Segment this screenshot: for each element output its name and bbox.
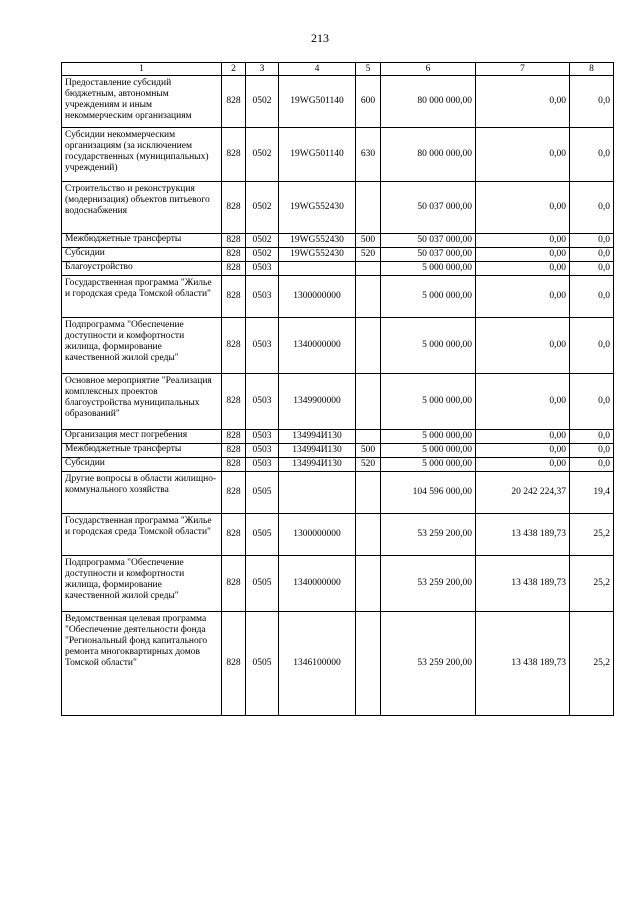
- row-name: Основное мероприятие "Реализация комплексных проектов благоустройства муниципальных образований": [62, 374, 222, 430]
- row-admin-code: 828: [222, 182, 246, 234]
- row-plan: 53 259 200,00: [381, 612, 476, 716]
- row-target-code: [279, 472, 356, 514]
- row-plan: 5 000 000,00: [381, 444, 476, 458]
- row-percent: 0,0: [570, 248, 614, 262]
- table-row: [62, 514, 614, 556]
- row-actual: 0,00: [476, 318, 570, 374]
- row-name: Межбюджетные трансферты: [62, 234, 222, 248]
- table-row: [62, 234, 614, 248]
- row-admin-code: 828: [222, 444, 246, 458]
- row-name: Организация мест погребения: [62, 430, 222, 444]
- row-expense-type: [356, 472, 381, 514]
- table-row: [62, 318, 614, 374]
- row-target-code: 19WG552430: [279, 182, 356, 234]
- row-section-code: 0503: [246, 262, 279, 276]
- table-row: [62, 444, 614, 458]
- row-plan: 50 037 000,00: [381, 234, 476, 248]
- table-row: [62, 76, 614, 128]
- row-percent: 0,0: [570, 374, 614, 430]
- row-percent: 0,0: [570, 444, 614, 458]
- header-cell-6: 6: [381, 63, 476, 76]
- row-expense-type: [356, 276, 381, 318]
- row-expense-type: [356, 318, 381, 374]
- row-actual: 13 438 189,73: [476, 556, 570, 612]
- row-name: Предоставление субсидий бюджетным, автономным учреждениям и иным некоммерческим организациям: [62, 76, 222, 128]
- row-actual: 0,00: [476, 374, 570, 430]
- row-admin-code: 828: [222, 472, 246, 514]
- row-admin-code: 828: [222, 318, 246, 374]
- row-name: Межбюджетные трансферты: [62, 444, 222, 458]
- row-name: Благоустройство: [62, 262, 222, 276]
- row-name: Государственная программа "Жилье и городская среда Томской области": [62, 276, 222, 318]
- row-section-code: 0502: [246, 128, 279, 182]
- header-cell-5: 5: [356, 63, 381, 76]
- header-cell-1: 1: [62, 63, 222, 76]
- row-target-code: 19WG501140: [279, 76, 356, 128]
- row-target-code: 19WG552430: [279, 248, 356, 262]
- row-percent: 0,0: [570, 76, 614, 128]
- row-target-code: 1340000000: [279, 318, 356, 374]
- row-plan: 5 000 000,00: [381, 430, 476, 444]
- row-section-code: 0505: [246, 472, 279, 514]
- row-actual: 0,00: [476, 430, 570, 444]
- row-section-code: 0505: [246, 556, 279, 612]
- row-percent: 0,0: [570, 182, 614, 234]
- row-expense-type: 500: [356, 234, 381, 248]
- row-actual: 13 438 189,73: [476, 612, 570, 716]
- row-admin-code: 828: [222, 76, 246, 128]
- row-percent: 0,0: [570, 430, 614, 444]
- row-expense-type: 630: [356, 128, 381, 182]
- header-cell-3: 3: [246, 63, 279, 76]
- row-plan: 50 037 000,00: [381, 248, 476, 262]
- row-section-code: 0503: [246, 444, 279, 458]
- row-actual: 0,00: [476, 128, 570, 182]
- row-target-code: 1349900000: [279, 374, 356, 430]
- row-percent: 25,2: [570, 612, 614, 716]
- row-plan: 53 259 200,00: [381, 556, 476, 612]
- table-row: [62, 430, 614, 444]
- row-expense-type: [356, 182, 381, 234]
- row-admin-code: 828: [222, 430, 246, 444]
- row-actual: 0,00: [476, 444, 570, 458]
- table-row: [62, 262, 614, 276]
- row-section-code: 0502: [246, 234, 279, 248]
- row-admin-code: 828: [222, 612, 246, 716]
- row-target-code: 19WG501140: [279, 128, 356, 182]
- row-name: Ведомственная целевая программа "Обеспечение деятельности фонда "Региональный фонд капитального ремонта многоквартирных домов Томской области": [62, 612, 222, 716]
- row-admin-code: 828: [222, 556, 246, 612]
- row-percent: 0,0: [570, 262, 614, 276]
- row-plan: 80 000 000,00: [381, 128, 476, 182]
- row-percent: 0,0: [570, 128, 614, 182]
- row-expense-type: [356, 374, 381, 430]
- table-row: [62, 276, 614, 318]
- row-plan: 5 000 000,00: [381, 276, 476, 318]
- row-actual: 0,00: [476, 182, 570, 234]
- table-row: [62, 556, 614, 612]
- row-expense-type: 500: [356, 444, 381, 458]
- table-row: [62, 374, 614, 430]
- row-admin-code: 828: [222, 262, 246, 276]
- row-actual: 13 438 189,73: [476, 514, 570, 556]
- row-admin-code: 828: [222, 514, 246, 556]
- row-plan: 5 000 000,00: [381, 458, 476, 472]
- row-plan: 80 000 000,00: [381, 76, 476, 128]
- header-cell-8: 8: [570, 63, 614, 76]
- row-plan: 104 596 000,00: [381, 472, 476, 514]
- row-plan: 53 259 200,00: [381, 514, 476, 556]
- row-section-code: 0505: [246, 612, 279, 716]
- row-expense-type: 520: [356, 458, 381, 472]
- budget-table: [61, 62, 614, 716]
- row-target-code: 19WG552430: [279, 234, 356, 248]
- row-actual: 20 242 224,37: [476, 472, 570, 514]
- row-name: Другие вопросы в области жилищно-коммунального хозяйства: [62, 472, 222, 514]
- row-section-code: 0502: [246, 248, 279, 262]
- row-percent: 0,0: [570, 276, 614, 318]
- row-percent: 25,2: [570, 514, 614, 556]
- row-admin-code: 828: [222, 128, 246, 182]
- row-admin-code: 828: [222, 276, 246, 318]
- row-expense-type: 600: [356, 76, 381, 128]
- header-cell-2: 2: [222, 63, 246, 76]
- row-plan: 5 000 000,00: [381, 262, 476, 276]
- table-row: [62, 472, 614, 514]
- row-name: Подпрограмма "Обеспечение доступности и комфортности жилища, формирование качественной жилой среды": [62, 556, 222, 612]
- row-expense-type: 520: [356, 248, 381, 262]
- row-plan: 50 037 000,00: [381, 182, 476, 234]
- row-section-code: 0503: [246, 430, 279, 444]
- page-number: 213: [311, 31, 329, 45]
- row-actual: 0,00: [476, 248, 570, 262]
- row-target-code: 134994И130: [279, 430, 356, 444]
- row-section-code: 0503: [246, 318, 279, 374]
- header-cell-4: 4: [279, 63, 356, 76]
- table-row: [62, 182, 614, 234]
- row-section-code: 0503: [246, 374, 279, 430]
- table-row: [62, 248, 614, 262]
- header-cell-7: 7: [476, 63, 570, 76]
- row-actual: 0,00: [476, 262, 570, 276]
- row-plan: 5 000 000,00: [381, 374, 476, 430]
- table-row: [62, 458, 614, 472]
- row-name: Государственная программа "Жилье и городская среда Томской области": [62, 514, 222, 556]
- row-target-code: 134994И130: [279, 458, 356, 472]
- row-percent: 0,0: [570, 318, 614, 374]
- row-percent: 0,0: [570, 458, 614, 472]
- row-target-code: 1300000000: [279, 514, 356, 556]
- row-name: Субсидии некоммерческим организациям (за исключением государственных (муниципальных) учреждений): [62, 128, 222, 182]
- row-expense-type: [356, 556, 381, 612]
- row-admin-code: 828: [222, 234, 246, 248]
- row-admin-code: 828: [222, 374, 246, 430]
- row-actual: 0,00: [476, 234, 570, 248]
- row-percent: 19,4: [570, 472, 614, 514]
- row-section-code: 0502: [246, 182, 279, 234]
- row-name: Строительство и реконструкция (модернизация) объектов питьевого водоснабжения: [62, 182, 222, 234]
- table-row: [62, 612, 614, 716]
- row-section-code: 0503: [246, 458, 279, 472]
- row-expense-type: [356, 262, 381, 276]
- row-admin-code: 828: [222, 248, 246, 262]
- row-percent: 25,2: [570, 556, 614, 612]
- row-actual: 0,00: [476, 276, 570, 318]
- row-admin-code: 828: [222, 458, 246, 472]
- row-section-code: 0505: [246, 514, 279, 556]
- row-actual: 0,00: [476, 458, 570, 472]
- row-expense-type: [356, 612, 381, 716]
- row-target-code: [279, 262, 356, 276]
- row-name: Подпрограмма "Обеспечение доступности и комфортности жилища, формирование качественной жилой среды": [62, 318, 222, 374]
- row-percent: 0,0: [570, 234, 614, 248]
- row-expense-type: [356, 514, 381, 556]
- row-name: Субсидии: [62, 248, 222, 262]
- row-actual: 0,00: [476, 76, 570, 128]
- row-plan: 5 000 000,00: [381, 318, 476, 374]
- row-section-code: 0502: [246, 76, 279, 128]
- row-target-code: 1300000000: [279, 276, 356, 318]
- row-target-code: 1346100000: [279, 612, 356, 716]
- row-target-code: 134994И130: [279, 444, 356, 458]
- row-section-code: 0503: [246, 276, 279, 318]
- row-name: Субсидии: [62, 458, 222, 472]
- table-row: [62, 128, 614, 182]
- row-expense-type: [356, 430, 381, 444]
- row-target-code: 1340000000: [279, 556, 356, 612]
- header-row: [62, 63, 614, 76]
